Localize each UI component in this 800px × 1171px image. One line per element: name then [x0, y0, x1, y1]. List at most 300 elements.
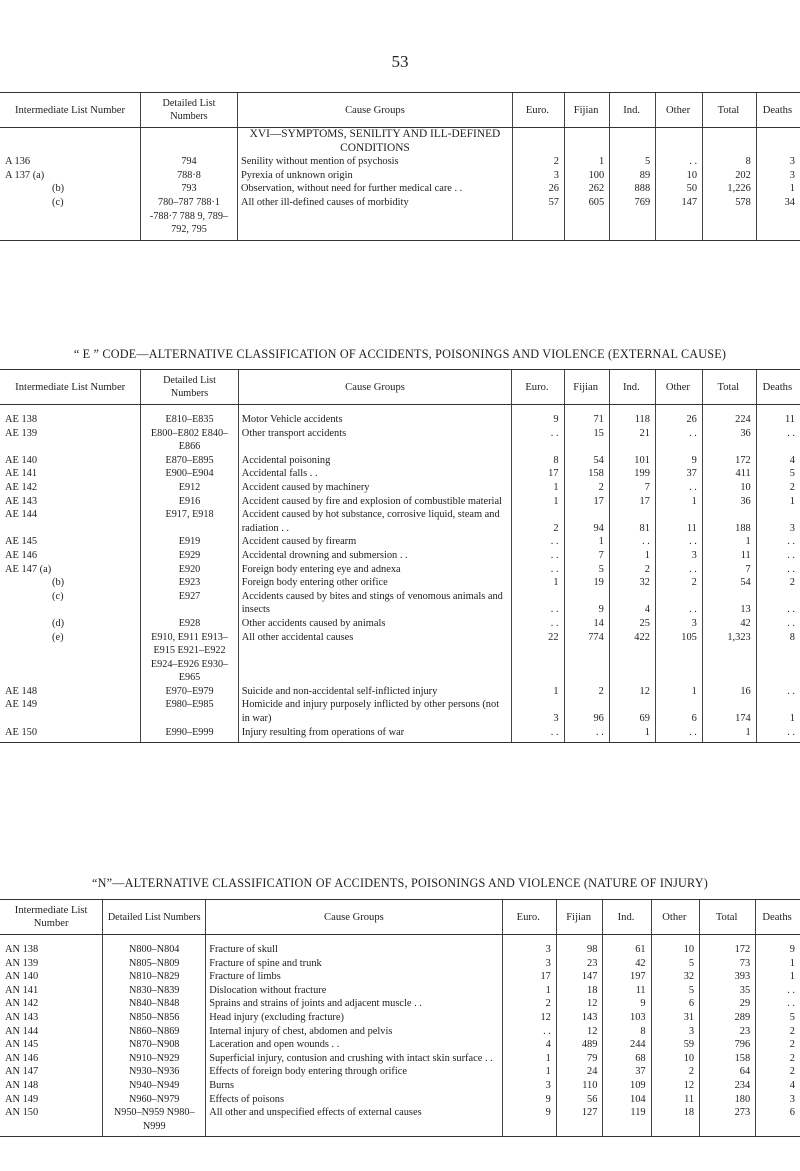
table-row — [0, 1106, 800, 1137]
euro-count: 2 — [512, 155, 564, 169]
header-other: Other — [655, 370, 702, 405]
symptoms-table — [0, 92, 800, 241]
intermediate-number: AE 141 — [5, 468, 38, 480]
fijian-count: 23 — [556, 957, 603, 971]
deaths-count: 5 — [756, 1011, 800, 1025]
detailed-numbers: 788·8 — [140, 169, 237, 183]
other-count: 5 — [651, 984, 699, 998]
indian-count: 25 — [609, 617, 655, 631]
other-count: 37 — [655, 467, 702, 481]
indian-count: . . — [609, 535, 655, 549]
detailed-numbers: E800–E802 E840–E866 — [141, 427, 238, 454]
fijian-count: 19 — [564, 576, 609, 590]
detailed-numbers: E810–E835 — [141, 413, 238, 427]
other-count: 1 — [655, 495, 702, 509]
cause-group: Foreign body entering other orifice — [238, 576, 512, 590]
cause-group: Accident caused by machinery — [238, 481, 512, 495]
table-row — [0, 631, 800, 685]
deaths-count: 3 — [756, 155, 800, 169]
fijian-count: 605 — [564, 196, 609, 240]
table-row — [0, 467, 800, 481]
detailed-numbers: E923 — [141, 576, 238, 590]
other-count: 3 — [655, 549, 702, 563]
fijian-count: 98 — [556, 943, 603, 957]
other-count: 11 — [651, 1093, 699, 1107]
total-count: 224 — [702, 413, 756, 427]
total-count: 1 — [702, 535, 756, 549]
deaths-count: 4 — [756, 454, 800, 468]
fijian-count: 18 — [556, 984, 603, 998]
total-count: 64 — [700, 1065, 756, 1079]
deaths-count: 8 — [756, 631, 800, 685]
total-count: 796 — [700, 1038, 756, 1052]
table-row — [0, 1093, 800, 1107]
intermediate-number: (c) — [52, 590, 64, 602]
fijian-count: 158 — [564, 467, 609, 481]
deaths-count: 2 — [756, 1038, 800, 1052]
detailed-numbers: E970–E979 — [141, 685, 238, 699]
detailed-numbers: E927 — [141, 590, 238, 617]
table-row — [0, 196, 800, 240]
external-cause-table — [0, 369, 800, 743]
fijian-count: 110 — [556, 1079, 603, 1093]
other-count: 105 — [655, 631, 702, 685]
indian-count: 37 — [603, 1065, 651, 1079]
intermediate-number: AN 144 — [5, 1025, 39, 1037]
indian-count: 244 — [603, 1038, 651, 1052]
cause-group: Burns — [206, 1079, 502, 1093]
euro-count: 12 — [502, 1011, 556, 1025]
detailed-numbers: N910–N929 — [103, 1052, 206, 1066]
cause-group: Fracture of skull — [206, 943, 502, 957]
table-row — [0, 590, 800, 617]
table-row — [0, 182, 800, 196]
other-count: 26 — [655, 413, 702, 427]
euro-count: 22 — [512, 631, 564, 685]
cause-group: Superficial injury, contusion and crushing with intact skin surface . . — [206, 1052, 502, 1066]
fijian-count: 94 — [564, 508, 609, 535]
indian-count: 68 — [603, 1052, 651, 1066]
total-count: 174 — [702, 698, 756, 725]
euro-count: . . — [502, 1025, 556, 1039]
deaths-count: . . — [756, 984, 800, 998]
cause-group: Internal injury of chest, abdomen and pelvis — [206, 1025, 502, 1039]
detailed-numbers: E919 — [141, 535, 238, 549]
table-row — [0, 984, 800, 998]
fijian-count: . . — [564, 726, 609, 743]
indian-count: 21 — [609, 427, 655, 454]
detailed-numbers: 793 — [140, 182, 237, 196]
other-count: 10 — [651, 943, 699, 957]
detailed-numbers: E900–E904 — [141, 467, 238, 481]
cause-group: Head injury (excluding fracture) — [206, 1011, 502, 1025]
table-row — [0, 685, 800, 699]
fijian-count: 2 — [564, 685, 609, 699]
detailed-numbers: N810–N829 — [103, 970, 206, 984]
detailed-numbers: N960–N979 — [103, 1093, 206, 1107]
fijian-count: 147 — [556, 970, 603, 984]
cause-group: Motor Vehicle accidents — [238, 413, 512, 427]
fijian-count: 15 — [564, 427, 609, 454]
table-row — [0, 563, 800, 577]
deaths-count: 3 — [756, 169, 800, 183]
euro-count: . . — [512, 549, 564, 563]
euro-count: 2 — [502, 997, 556, 1011]
other-count: 5 — [651, 957, 699, 971]
intermediate-number: AE 142 — [5, 481, 38, 493]
intermediate-number: (d) — [52, 617, 65, 629]
other-count: 50 — [656, 182, 703, 196]
total-count: 180 — [700, 1093, 756, 1107]
intermediate-number: AN 140 — [5, 971, 39, 983]
deaths-count: 2 — [756, 481, 800, 495]
cause-group: All other and unspecified effects of external causes — [206, 1106, 502, 1137]
detailed-numbers: E920 — [141, 563, 238, 577]
table-row — [0, 1079, 800, 1093]
indian-count: 69 — [609, 698, 655, 725]
cause-group: All other accidental causes — [238, 631, 512, 685]
other-count: . . — [655, 590, 702, 617]
header-deaths: Deaths — [756, 370, 800, 405]
deaths-count: 1 — [756, 182, 800, 196]
euro-count: 9 — [502, 1093, 556, 1107]
fijian-count: 7 — [564, 549, 609, 563]
cause-group: Laceration and open wounds . . — [206, 1038, 502, 1052]
fijian-count: 774 — [564, 631, 609, 685]
header-intermediate: Intermediate List Number — [0, 900, 103, 935]
indian-count: 119 — [603, 1106, 651, 1137]
total-count: 234 — [700, 1079, 756, 1093]
euro-count: 3 — [512, 169, 564, 183]
indian-count: 32 — [609, 576, 655, 590]
indian-count: 4 — [609, 590, 655, 617]
cause-group: All other ill-defined causes of morbidity — [237, 196, 512, 240]
fijian-count: 5 — [564, 563, 609, 577]
fijian-count: 143 — [556, 1011, 603, 1025]
intermediate-number: AN 141 — [5, 984, 39, 996]
deaths-count: 5 — [756, 467, 800, 481]
detailed-numbers: N850–N856 — [103, 1011, 206, 1025]
total-count: 172 — [700, 943, 756, 957]
other-count: 32 — [651, 970, 699, 984]
other-count: 18 — [651, 1106, 699, 1137]
table-row — [0, 1052, 800, 1066]
intermediate-number: AN 146 — [5, 1052, 39, 1064]
fijian-count: 24 — [556, 1065, 603, 1079]
other-count: 31 — [651, 1011, 699, 1025]
fijian-count: 79 — [556, 1052, 603, 1066]
total-count: 1 — [702, 726, 756, 743]
indian-count: 8 — [603, 1025, 651, 1039]
euro-count: 1 — [502, 1065, 556, 1079]
nature-of-injury-heading: “N”—ALTERNATIVE CLASSIFICATION OF ACCIDENTS, POISONINGS AND VIOLENCE (NATURE OF INJURY) — [92, 876, 708, 890]
header-deaths: Deaths — [756, 93, 800, 128]
euro-count: 4 — [502, 1038, 556, 1052]
indian-count: 769 — [610, 196, 656, 240]
detailed-numbers: E929 — [141, 549, 238, 563]
euro-count: . . — [512, 617, 564, 631]
header-detailed: Detailed List Numbers — [103, 900, 206, 935]
detailed-numbers: E916 — [141, 495, 238, 509]
intermediate-number: AE 147 (a) — [5, 563, 52, 575]
total-count: 73 — [700, 957, 756, 971]
euro-count: . . — [512, 726, 564, 743]
other-count: . . — [655, 535, 702, 549]
indian-count: 888 — [610, 182, 656, 196]
euro-count: 1 — [512, 495, 564, 509]
euro-count: 3 — [502, 943, 556, 957]
cause-group: Effects of poisons — [206, 1093, 502, 1107]
euro-count: . . — [512, 427, 564, 454]
header-cause: Cause Groups — [238, 370, 512, 405]
euro-count: 1 — [502, 984, 556, 998]
table-row — [0, 1011, 800, 1025]
header-cause: Cause Groups — [237, 93, 512, 128]
euro-count: 8 — [512, 454, 564, 468]
intermediate-number: AN 150 — [0, 1106, 103, 1137]
table-row — [0, 495, 800, 509]
cause-group: Accidental falls . . — [238, 467, 512, 481]
detailed-numbers: E928 — [141, 617, 238, 631]
indian-count: 109 — [603, 1079, 651, 1093]
fijian-count: 12 — [556, 997, 603, 1011]
euro-count: 17 — [512, 467, 564, 481]
other-count: 3 — [651, 1025, 699, 1039]
cause-group: Accidents caused by bites and stings of venomous animals and insects — [238, 590, 512, 617]
cause-group: Accidental poisoning — [238, 454, 512, 468]
total-count: 36 — [702, 427, 756, 454]
other-count: 10 — [656, 169, 703, 183]
fijian-count: 100 — [564, 169, 609, 183]
other-count: 59 — [651, 1038, 699, 1052]
header-ind: Ind. — [609, 370, 655, 405]
deaths-count: 2 — [756, 1025, 800, 1039]
deaths-count: . . — [756, 726, 800, 743]
indian-count: 422 — [609, 631, 655, 685]
cause-group: Observation, without need for further medical care . . — [237, 182, 512, 196]
total-count: 35 — [700, 984, 756, 998]
fijian-count: 9 — [564, 590, 609, 617]
total-count: 578 — [703, 196, 757, 240]
total-count: 36 — [702, 495, 756, 509]
total-count: 16 — [702, 685, 756, 699]
table-row — [0, 535, 800, 549]
cause-group: Fracture of spine and trunk — [206, 957, 502, 971]
deaths-count: 2 — [756, 1052, 800, 1066]
table-row — [0, 413, 800, 427]
other-count: 147 — [656, 196, 703, 240]
detailed-numbers: 780–787 788·1 -788·7 788 9, 789–792, 795 — [140, 196, 237, 240]
deaths-count: 6 — [756, 1106, 800, 1137]
cause-group: Foreign body entering eye and adnexa — [238, 563, 512, 577]
euro-count: 2 — [512, 508, 564, 535]
other-count: 6 — [651, 997, 699, 1011]
detailed-numbers: 794 — [140, 155, 237, 169]
deaths-count: . . — [756, 590, 800, 617]
table-row — [0, 508, 800, 535]
page-number: 53 — [391, 52, 409, 71]
total-count: 13 — [702, 590, 756, 617]
table-row — [0, 943, 800, 957]
cause-group: Senility without mention of psychosis — [237, 155, 512, 169]
other-count: 10 — [651, 1052, 699, 1066]
indian-count: 1 — [609, 549, 655, 563]
detailed-numbers: N930–N936 — [103, 1065, 206, 1079]
indian-count: 17 — [609, 495, 655, 509]
cause-group: Sprains and strains of joints and adjacent muscle . . — [206, 997, 502, 1011]
intermediate-number: AE 146 — [5, 549, 38, 561]
indian-count: 5 — [610, 155, 656, 169]
cause-group: Injury resulting from operations of war — [238, 726, 512, 743]
intermediate-number: AN 149 — [5, 1093, 39, 1105]
intermediate-number: (e) — [52, 631, 64, 643]
header-fijian: Fijian — [556, 900, 603, 935]
fijian-count: 262 — [564, 182, 609, 196]
total-count: 202 — [703, 169, 757, 183]
indian-count: 197 — [603, 970, 651, 984]
other-count: . . — [655, 726, 702, 743]
detailed-numbers: E980–E985 — [141, 698, 238, 725]
total-count: 1,226 — [703, 182, 757, 196]
detailed-numbers: E870–E895 — [141, 454, 238, 468]
table-row — [0, 549, 800, 563]
indian-count: 42 — [603, 957, 651, 971]
intermediate-number: AE 144 — [5, 509, 38, 521]
other-count: . . — [655, 427, 702, 454]
deaths-count: 1 — [756, 495, 800, 509]
cause-group: Accidental drowning and submersion . . — [238, 549, 512, 563]
detailed-numbers: E910, E911 E913–E915 E921–E922 E924–E926 E930–E965 — [141, 631, 238, 685]
header-other: Other — [651, 900, 699, 935]
other-count: . . — [655, 481, 702, 495]
table-row — [0, 576, 800, 590]
indian-count: 103 — [603, 1011, 651, 1025]
cause-group: Other transport accidents — [238, 427, 512, 454]
euro-count: 1 — [512, 685, 564, 699]
indian-count: 101 — [609, 454, 655, 468]
intermediate-number: AE 139 — [5, 427, 38, 439]
deaths-count: 2 — [756, 576, 800, 590]
header-total: Total — [702, 370, 756, 405]
intermediate-number: AN 148 — [5, 1079, 39, 1091]
fijian-count: 71 — [564, 413, 609, 427]
total-count: 23 — [700, 1025, 756, 1039]
intermediate-number: AE 138 — [5, 414, 38, 425]
fijian-count: 17 — [564, 495, 609, 509]
detailed-numbers: N940–N949 — [103, 1079, 206, 1093]
detailed-numbers: E912 — [141, 481, 238, 495]
intermediate-number: AN 138 — [5, 944, 39, 955]
deaths-count: 1 — [756, 970, 800, 984]
euro-count: 9 — [502, 1106, 556, 1137]
other-count: 3 — [655, 617, 702, 631]
euro-count: 3 — [512, 698, 564, 725]
table-row — [0, 698, 800, 725]
cause-group: Effects of foreign body entering through orifice — [206, 1065, 502, 1079]
deaths-count: 1 — [756, 698, 800, 725]
detailed-numbers: N860–N869 — [103, 1025, 206, 1039]
intermediate-number: AE 150 — [0, 726, 141, 743]
indian-count: 199 — [609, 467, 655, 481]
header-intermediate: Intermediate List Number — [0, 370, 141, 405]
header-detailed: Detailed List Numbers — [141, 370, 238, 405]
total-count: 42 — [702, 617, 756, 631]
header-detailed: Detailed List Numbers — [140, 93, 237, 128]
intermediate-number: A 137 (a) — [5, 169, 45, 181]
table-row — [0, 155, 800, 169]
header-euro: Euro. — [512, 93, 564, 128]
table-row — [0, 726, 800, 743]
intermediate-number: AE 140 — [5, 454, 38, 466]
total-count: 411 — [702, 467, 756, 481]
euro-count: 1 — [502, 1052, 556, 1066]
deaths-count: 11 — [756, 413, 800, 427]
other-count: . . — [656, 155, 703, 169]
deaths-count: . . — [756, 617, 800, 631]
fijian-count: 489 — [556, 1038, 603, 1052]
other-count: 1 — [655, 685, 702, 699]
header-euro: Euro. — [502, 900, 556, 935]
header-other: Other — [656, 93, 703, 128]
total-count: 172 — [702, 454, 756, 468]
deaths-count: 2 — [756, 1065, 800, 1079]
cause-group: Fracture of limbs — [206, 970, 502, 984]
intermediate-number: AE 143 — [5, 495, 38, 507]
intermediate-number: (c) — [0, 196, 140, 240]
other-count: 9 — [655, 454, 702, 468]
deaths-count: 3 — [756, 508, 800, 535]
detailed-numbers: N830–N839 — [103, 984, 206, 998]
total-count: 54 — [702, 576, 756, 590]
fijian-count: 127 — [556, 1106, 603, 1137]
fijian-count: 14 — [564, 617, 609, 631]
indian-count: 12 — [609, 685, 655, 699]
indian-count: 118 — [609, 413, 655, 427]
intermediate-number: AE 149 — [5, 699, 38, 711]
fijian-count: 2 — [564, 481, 609, 495]
header-fijian: Fijian — [564, 93, 609, 128]
cause-group: Dislocation without fracture — [206, 984, 502, 998]
deaths-count: . . — [756, 563, 800, 577]
euro-count: 57 — [512, 196, 564, 240]
cause-group: Other accidents caused by animals — [238, 617, 512, 631]
section-title: XVI—SYMPTOMS, SENILITY AND ILL-DEFINED CONDITIONS — [237, 128, 512, 156]
intermediate-number: AN 145 — [5, 1039, 39, 1051]
deaths-count: . . — [756, 549, 800, 563]
indian-count: 81 — [609, 508, 655, 535]
table-row — [0, 427, 800, 454]
deaths-count: 3 — [756, 1093, 800, 1107]
euro-count: . . — [512, 563, 564, 577]
euro-count: 17 — [502, 970, 556, 984]
total-count: 7 — [702, 563, 756, 577]
indian-count: 11 — [603, 984, 651, 998]
deaths-count: 4 — [756, 1079, 800, 1093]
table-row — [0, 1025, 800, 1039]
euro-count: 26 — [512, 182, 564, 196]
indian-count: 89 — [610, 169, 656, 183]
header-total: Total — [700, 900, 756, 935]
deaths-count: 1 — [756, 957, 800, 971]
intermediate-number: AN 147 — [5, 1066, 39, 1078]
euro-count: 1 — [512, 481, 564, 495]
table-row — [0, 1065, 800, 1079]
external-cause-heading: “ E ” CODE—ALTERNATIVE CLASSIFICATION OF ACCIDENTS, POISONINGS AND VIOLENCE (EXTERNAL CAUSE) — [73, 347, 727, 361]
intermediate-number: AN 142 — [5, 998, 39, 1010]
total-count: 1,323 — [702, 631, 756, 685]
indian-count: 9 — [603, 997, 651, 1011]
intermediate-number: AE 148 — [5, 685, 38, 697]
